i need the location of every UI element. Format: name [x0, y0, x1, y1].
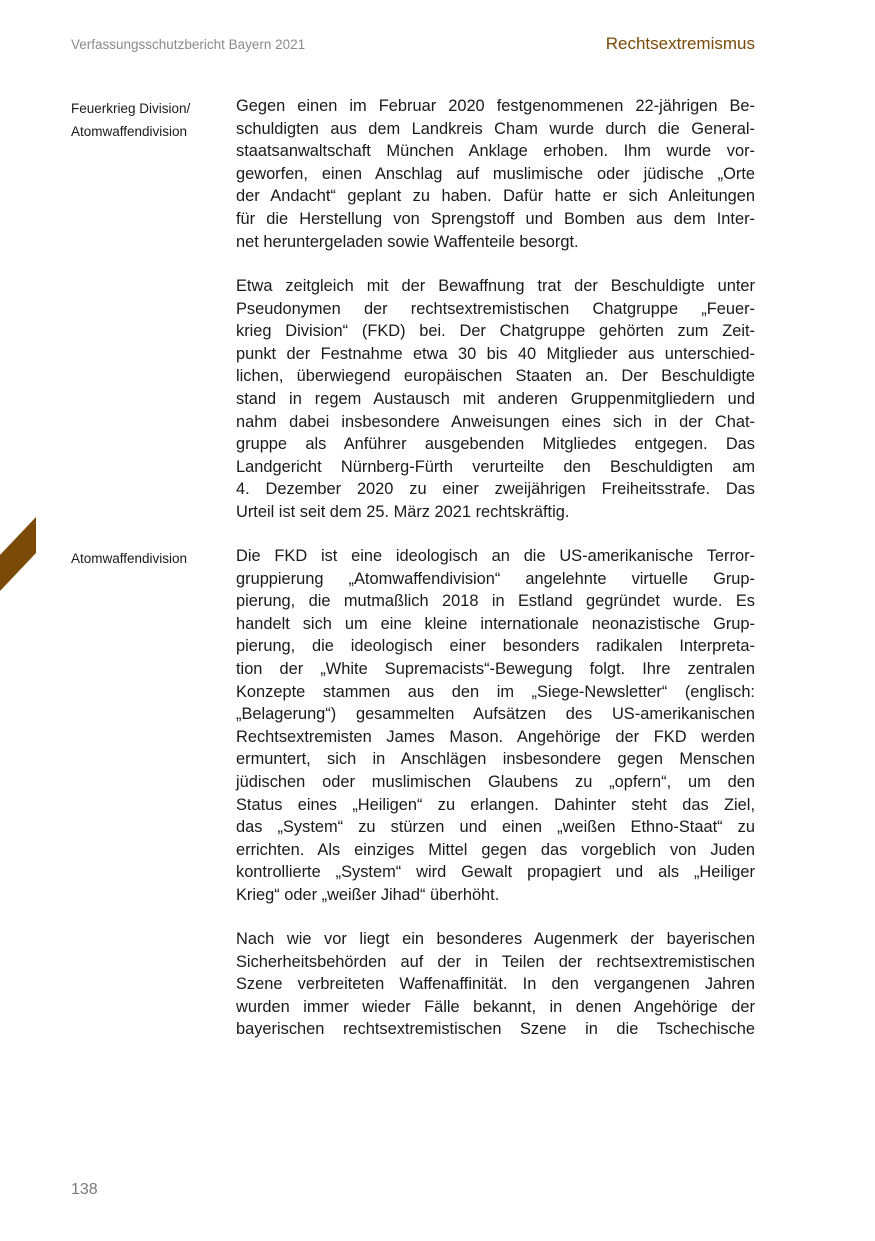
text-line: net heruntergeladen sowie Waffenteile besorgt.	[236, 232, 579, 251]
side-label-line: Atomwaffendivision	[71, 124, 188, 139]
paragraph-1	[236, 95, 755, 253]
text-line: Gegen einen im Februar 2020 festgenommenen 22-jährigen Be-	[236, 97, 755, 115]
text-line: lichen, überwiegend europäischen Staaten an. Der Beschuldigte	[236, 367, 755, 386]
text-line: jüdischen oder muslimischen Glaubens zu „opfern“, um den	[236, 772, 755, 791]
text-line: ermuntert, sich in Anschlägen insbesondere gegen Menschen	[236, 750, 755, 769]
paragraph-2	[236, 275, 755, 524]
text-line: 4. Dezember 2020 zu einer zweijährigen Freiheitsstrafe. Das	[236, 480, 755, 499]
page-header-section-title: Rechtsextremismus	[605, 34, 755, 53]
text-line: bayerischen rechtsextremistischen Szene in die Tschechische	[236, 1020, 755, 1039]
text-line: errichten. Als einziges Mittel gegen das vorgeblich von Juden	[236, 840, 755, 859]
text-line: Status eines „Heiligen“ zu erlangen. Dahinter steht das Ziel,	[236, 795, 755, 814]
text-line: Szene verbreiteten Waffenaffinität. In den vergangenen Jahren	[236, 975, 755, 994]
text-line: der Andacht“ geplant zu haben. Dafür hatte er sich Anleitungen	[236, 187, 755, 206]
text-line: handelt sich um eine kleine internationale neonazistische Grup-	[236, 614, 755, 633]
text-line: kontrollierte „System“ wird Gewalt propagiert und als „Heiliger	[236, 863, 755, 882]
text-line: krieg Division“ (FKD) bei. Der Chatgruppe gehörten zum Zeit-	[236, 322, 755, 341]
text-line: schuldigten aus dem Landkreis Cham wurde durch die General-	[236, 119, 755, 138]
side-label-line: Atomwaffendivision	[71, 551, 188, 566]
side-label-atomwaffendivision	[71, 547, 221, 570]
side-label-line: Feuerkrieg Division/	[71, 101, 191, 116]
text-line: Rechtsextremisten James Mason. Angehörige der FKD werden	[236, 727, 755, 746]
text-line: staatsanwaltschaft München Anklage erhoben. Ihm wurde vor-	[236, 142, 755, 161]
text-line: Urteil ist seit dem 25. März 2021 rechtskräftig.	[236, 502, 570, 521]
text-line: pierung, die ideologisch einer besonders radikalen Interpreta-	[236, 637, 755, 656]
text-line: Konzepte stammen aus den im „Siege-Newsletter“ (englisch:	[236, 682, 755, 701]
paragraph-4	[236, 928, 755, 1041]
text-line: das „System“ zu stürzen und einen „weißen Ethno-Staat“ zu	[236, 818, 755, 837]
text-line: Pseudonymen der rechtsextremistischen Chatgruppe „Feuer-	[236, 299, 755, 318]
text-line: Sicherheitsbehörden auf der in Teilen der rechtsextremistischen	[236, 952, 755, 971]
text-line: tion der „White Supremacists“-Bewegung folgt. Ihre zentralen	[236, 659, 755, 678]
text-line: Etwa zeitgleich mit der Bewaffnung trat der Beschuldigte unter	[236, 277, 755, 295]
text-line: nahm dabei insbesondere Anweisungen eines sich in der Chat-	[236, 412, 755, 431]
text-line: punkt der Festnahme etwa 30 bis 40 Mitglieder aus unterschied-	[236, 344, 755, 363]
text-line: pierung, die mutmaßlich 2018 in Estland gegründet wurde. Es	[236, 592, 755, 611]
text-line: Krieg“ oder „weißer Jihad“ überhöht.	[236, 885, 500, 904]
chapter-marker-shape	[0, 517, 36, 591]
text-line: Landgericht Nürnberg-Fürth verurteilte den Beschuldigten am	[236, 457, 755, 476]
text-line: gruppe als Anführer ausgebenden Mitgliedes entgegen. Das	[236, 435, 755, 454]
text-line: stand in regem Austausch mit anderen Gruppenmitgliedern und	[236, 389, 755, 408]
paragraph-3	[236, 545, 755, 907]
text-line: für die Herstellung von Sprengstoff und Bomben aus dem Inter-	[236, 209, 755, 228]
page-header-left: Verfassungsschutzbericht Bayern 2021	[71, 37, 306, 52]
text-line: geworfen, einen Anschlag auf muslimische oder jüdische „Orte	[236, 164, 755, 183]
text-line: Die FKD ist eine ideologisch an die US-amerikanische Terror-	[236, 547, 755, 565]
page-number: 138	[71, 1181, 98, 1198]
text-line: „Belagerung“) gesammelten Aufsätzen des US-amerikanischen	[236, 705, 755, 724]
side-label-feuerkrieg	[71, 97, 221, 143]
text-line: wurden immer wieder Fälle bekannt, in denen Angehörige der	[236, 997, 755, 1016]
text-line: Nach wie vor liegt ein besonderes Augenmerk der bayerischen	[236, 930, 755, 948]
text-line: gruppierung „Atomwaffendivision“ angelehnte virtuelle Grup-	[236, 569, 755, 588]
